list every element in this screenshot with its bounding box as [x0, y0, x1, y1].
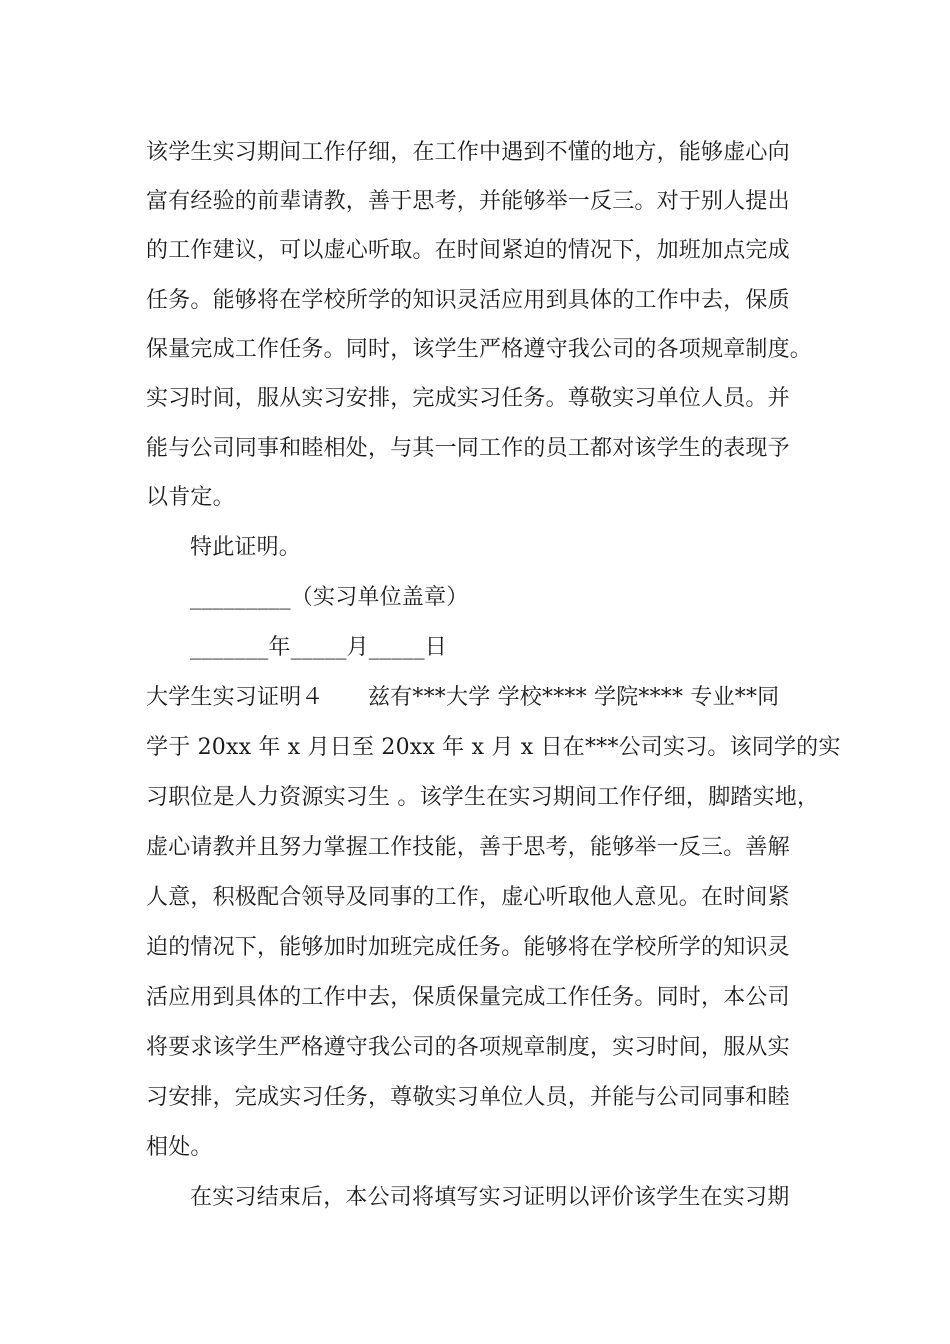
paragraph-line: 人意，积极配合领导及同事的工作，虚心听取他人意见。在时间紧	[146, 885, 790, 910]
paragraph-line: 在实习结束后，本公司将填写实习证明以评价该学生在实习期	[190, 1185, 790, 1210]
paragraph-line: 能与公司同事和睦相处，与其一同工作的员工都对该学生的表现予	[146, 436, 790, 461]
date-line: _______年_____月_____日	[190, 635, 448, 660]
paragraph-line: 学于 20xx 年 x 月日至 20xx 年 x 月 x 日在***公司实习。该同学的实	[146, 735, 841, 760]
seal-line: _________（实习单位盖章）	[190, 585, 469, 610]
paragraph-line: 习职位是人力资源实习生 。该学生在实习期间工作仔细，脚踏实地，	[146, 785, 820, 810]
paragraph-line: 保量完成工作任务。同时，该学生严格遵守我公司的各项规章制度。	[146, 337, 813, 362]
paragraph-line: 任务。能够将在学校所学的知识灵活应用到具体的工作中去，保质	[146, 288, 790, 313]
paragraph-line: 相处。	[146, 1135, 213, 1160]
paragraph-line: 实习时间，服从实习安排，完成实习任务。尊敬实习单位人员。并	[146, 386, 790, 411]
paragraph-line: 迫的情况下，能够加时加班完成任务。能够将在学校所学的知识灵	[146, 935, 790, 960]
paragraph-line: 虚心请教并且努力掌握工作技能，善于思考，能够举一反三。善解	[146, 835, 790, 860]
paragraph-line: 富有经验的前辈请教，善于思考，并能够举一反三。对于别人提出	[146, 189, 790, 214]
closing-statement: 特此证明。	[190, 535, 302, 560]
paragraph-line: 以肯定。	[146, 485, 235, 510]
paragraph-line: 该学生实习期间工作仔细，在工作中遇到不懂的地方，能够虚心向	[146, 140, 790, 165]
section-heading-line: 大学生实习证明４ 兹有***大学 学校**** 学院**** 专业**同	[146, 685, 780, 710]
paragraph-line: 活应用到具体的工作中去，保质保量完成工作任务。同时，本公司	[146, 985, 790, 1010]
paragraph-line: 将要求该学生严格遵守我公司的各项规章制度，实习时间，服从实	[146, 1035, 790, 1060]
paragraph-line: 习安排，完成实习任务，尊敬实习单位人员，并能与公司同事和睦	[146, 1085, 790, 1110]
paragraph-line: 的工作建议，可以虚心听取。在时间紧迫的情况下，加班加点完成	[146, 238, 790, 263]
